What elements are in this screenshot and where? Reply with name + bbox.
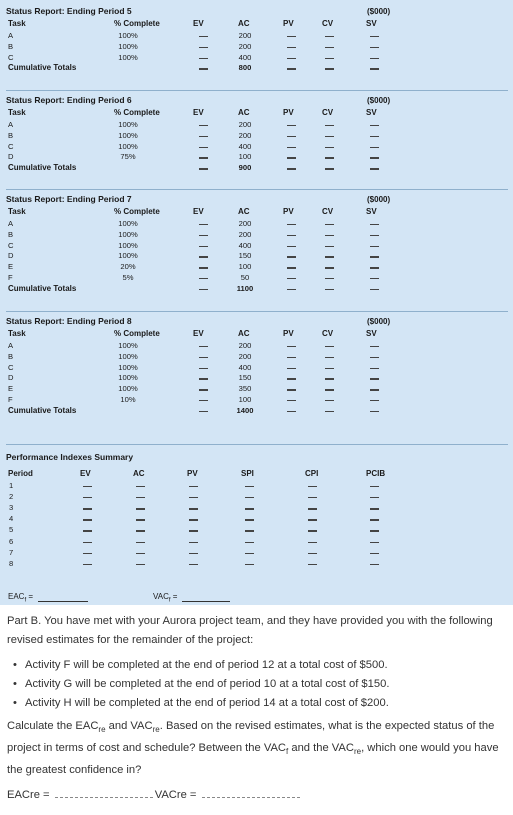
blank-ev[interactable] <box>199 47 208 48</box>
blank-ev[interactable] <box>199 68 208 69</box>
table-cell-pct: 10% <box>120 395 136 404</box>
blank-pv[interactable] <box>189 497 198 498</box>
blank-pv[interactable] <box>189 530 198 531</box>
report-title: Status Report: Ending Period 5 <box>6 6 132 16</box>
table-cell-task: E <box>8 384 14 394</box>
currency-note: ($000) <box>367 96 391 105</box>
cumulative-label: Cumulative Totals <box>8 63 77 73</box>
blank-cv[interactable] <box>325 147 334 148</box>
table-cell-pct: 100% <box>118 141 138 151</box>
table-cell-task: C <box>8 362 14 372</box>
table-cell-task: C <box>8 141 14 151</box>
blank-sv[interactable] <box>370 224 379 225</box>
cumulative-ac: 1100 <box>236 283 254 293</box>
blank-ev[interactable] <box>199 289 208 290</box>
blank-pcib[interactable] <box>370 519 379 520</box>
table-cell-period: 1 <box>9 481 14 490</box>
blank-cpi[interactable] <box>308 564 317 565</box>
cumulative-label: Cumulative Totals <box>8 283 77 293</box>
blank-pv[interactable] <box>189 553 198 554</box>
table-cell-pct: 100% <box>118 219 138 228</box>
blank-pv[interactable] <box>189 508 198 509</box>
blank-ev[interactable] <box>199 224 208 225</box>
blank-sv[interactable] <box>370 68 379 69</box>
vac-label: $VAC_f$ = <box>153 592 178 604</box>
column-header-sv: SV <box>366 207 377 216</box>
blank-cv[interactable] <box>325 157 334 158</box>
table-cell-pct: 20% <box>120 262 136 272</box>
blank-cv[interactable] <box>325 400 334 401</box>
table-cell-task: C <box>8 240 14 250</box>
report-title: Status Report: Ending Period 6 <box>6 95 132 105</box>
blank-pv[interactable] <box>287 378 296 379</box>
currency-note: ($000) <box>367 317 391 326</box>
currency-note: ($000) <box>367 7 391 16</box>
column-header-ac: AC <box>238 19 250 28</box>
blank-sv[interactable] <box>370 256 379 257</box>
table-cell-task: D <box>8 251 14 261</box>
blank-cv[interactable] <box>325 389 334 390</box>
table-cell-period: 4 <box>9 514 14 524</box>
blank-cpi[interactable] <box>308 508 317 509</box>
blank-ev[interactable] <box>199 235 208 236</box>
blank-pv[interactable] <box>287 278 296 279</box>
blank-sv[interactable] <box>370 411 379 412</box>
blank-cv[interactable] <box>325 346 334 347</box>
table-cell-pct: 100% <box>118 341 138 350</box>
table-cell-pct: 100% <box>118 384 138 394</box>
eac-answer-line[interactable] <box>38 601 88 602</box>
column-header-task: Task <box>8 329 26 338</box>
cumulative-label: Cumulative Totals <box>8 163 77 173</box>
table-cell-ac: 50 <box>240 273 250 282</box>
blank-ev[interactable] <box>83 564 92 565</box>
blank-sv[interactable] <box>370 368 379 369</box>
list-item: • Activity G will be completed at the end of period 10 at a total cost of $150. <box>25 675 503 694</box>
eac-label: $EAC_f$ = <box>8 592 34 604</box>
blank-pcib[interactable] <box>370 553 379 554</box>
column-header-pv: PV <box>187 469 198 478</box>
blank-pv[interactable] <box>189 564 198 565</box>
column-header-ac: AC <box>238 108 250 117</box>
blank-pv[interactable] <box>287 47 296 48</box>
part-b-intro: Part B. You have met with your Aurora project team, and they have provided you with the following revised estimates for the remainder of the project: <box>7 615 493 646</box>
blank-cpi[interactable] <box>308 519 317 520</box>
vac-answer-line[interactable] <box>182 601 230 602</box>
blank-sv[interactable] <box>370 400 379 401</box>
blank-ev[interactable] <box>199 125 208 126</box>
table-cell-task: B <box>8 351 14 361</box>
column-header-cv: CV <box>322 207 334 216</box>
report-title: Status Report: Ending Period 7 <box>6 194 132 204</box>
table-cell-ac: 200 <box>238 229 252 239</box>
blank-pv[interactable] <box>287 157 296 158</box>
table-cell-task: F <box>8 273 13 282</box>
blank-sv[interactable] <box>370 168 379 169</box>
blank-cv[interactable] <box>325 58 334 59</box>
blank-ac[interactable] <box>136 497 145 498</box>
blank-sv[interactable] <box>370 125 379 126</box>
table-cell-ac: 400 <box>238 362 252 372</box>
table-cell-pct: 100% <box>118 229 138 239</box>
blank-ev[interactable] <box>199 267 208 268</box>
column-header-ac: AC <box>238 329 250 338</box>
section-divider <box>6 311 508 312</box>
table-cell-ac: 200 <box>238 41 252 51</box>
blank-ev[interactable] <box>199 136 208 137</box>
table-cell-period: 6 <box>9 536 14 546</box>
blank-ev[interactable] <box>199 256 208 257</box>
blank-pcib[interactable] <box>370 564 379 565</box>
table-cell-ac: 100 <box>238 152 252 162</box>
blank-cv[interactable] <box>325 278 334 279</box>
table-cell-period: 7 <box>9 547 14 557</box>
blank-ev[interactable] <box>199 378 208 379</box>
column-header-pct: % Complete <box>114 329 160 338</box>
column-header-sv: SV <box>366 19 377 28</box>
table-cell-ac: 400 <box>238 240 252 250</box>
blank-spi[interactable] <box>245 508 254 509</box>
blank-sv[interactable] <box>370 157 379 158</box>
column-header-cpi: CPI <box>305 469 319 478</box>
column-header-pv: PV <box>283 329 294 338</box>
table-cell-ac: 150 <box>238 373 252 383</box>
table-cell-period: 5 <box>9 525 14 535</box>
table-cell-pct: 100% <box>118 41 138 51</box>
blank-ev[interactable] <box>83 486 92 487</box>
table-cell-period: 8 <box>9 558 14 568</box>
list-item: • Activity H will be completed at the end of period 14 at a total cost of $200. <box>25 694 503 713</box>
blank-sv[interactable] <box>370 235 379 236</box>
blank-sv[interactable] <box>370 267 379 268</box>
column-header-pcib: PCIB <box>366 469 386 478</box>
blank-sv[interactable] <box>370 357 379 358</box>
blank-cv[interactable] <box>325 267 334 268</box>
table-cell-pct: 100% <box>118 31 138 40</box>
blank-cv[interactable] <box>325 289 334 290</box>
cumulative-ac: 1400 <box>236 405 254 415</box>
table-cell-ac: 200 <box>238 341 252 350</box>
cumulative-ac: 900 <box>238 163 252 173</box>
blank-ac[interactable] <box>136 564 145 565</box>
blank-sv[interactable] <box>370 389 379 390</box>
blank-ac[interactable] <box>136 530 145 531</box>
table-cell-task: D <box>8 373 14 383</box>
blank-pv[interactable] <box>287 235 296 236</box>
column-header-period: Period <box>8 469 33 478</box>
blank-ev[interactable] <box>199 246 208 247</box>
table-cell-task: A <box>8 341 14 350</box>
blank-cv[interactable] <box>325 368 334 369</box>
blank-cpi[interactable] <box>308 486 317 487</box>
blank-cv[interactable] <box>325 357 334 358</box>
blank-cv[interactable] <box>325 411 334 412</box>
table-cell-task: B <box>8 229 14 239</box>
blank-ac[interactable] <box>136 508 145 509</box>
blank-cpi[interactable] <box>308 530 317 531</box>
blank-spi[interactable] <box>245 553 254 554</box>
blank-sv[interactable] <box>370 246 379 247</box>
column-header-ev: EV <box>193 207 204 216</box>
table-cell-pct: 5% <box>122 273 134 282</box>
blank-spi[interactable] <box>245 530 254 531</box>
blank-ev[interactable] <box>199 411 208 412</box>
blank-cv[interactable] <box>325 256 334 257</box>
section-divider <box>6 444 508 445</box>
blank-pcib[interactable] <box>370 542 379 543</box>
blank-pv[interactable] <box>287 68 296 69</box>
blank-pv[interactable] <box>287 400 296 401</box>
table-cell-pct: 100% <box>118 52 138 62</box>
table-cell-pct: 100% <box>118 251 138 261</box>
list-item: • Activity F will be completed at the end of period 12 at a total cost of $500. <box>25 656 503 675</box>
blank-sv[interactable] <box>370 289 379 290</box>
table-cell-pct: 75% <box>120 152 136 162</box>
column-header-pct: % Complete <box>114 19 160 28</box>
blank-ev[interactable] <box>83 508 92 509</box>
cumulative-label: Cumulative Totals <box>8 405 77 415</box>
table-cell-task: A <box>8 31 14 40</box>
blank-pcib[interactable] <box>370 508 379 509</box>
table-cell-pct: 100% <box>118 130 138 140</box>
vacre-label: VACre = <box>154 789 200 802</box>
column-header-ev: EV <box>193 329 204 338</box>
blank-pv[interactable] <box>189 486 198 487</box>
table-cell-task: B <box>8 130 14 140</box>
table-cell-period: 2 <box>9 492 14 502</box>
table-cell-ac: 150 <box>238 251 252 261</box>
blank-pv[interactable] <box>287 168 296 169</box>
blank-pv[interactable] <box>287 411 296 412</box>
blank-ev[interactable] <box>199 36 208 37</box>
blank-cv[interactable] <box>325 47 334 48</box>
column-header-sv: SV <box>366 329 377 338</box>
blank-pv[interactable] <box>287 36 296 37</box>
blank-pcib[interactable] <box>370 530 379 531</box>
blank-ev[interactable] <box>199 168 208 169</box>
blank-ac[interactable] <box>136 519 145 520</box>
blank-ev[interactable] <box>199 346 208 347</box>
column-header-cv: CV <box>322 329 334 338</box>
table-cell-task: A <box>8 219 14 228</box>
blank-ev[interactable] <box>83 497 92 498</box>
table-cell-pct: 100% <box>118 351 138 361</box>
column-header-pv: PV <box>283 108 294 117</box>
table-cell-pct: 100% <box>118 362 138 372</box>
blank-ev[interactable] <box>83 553 92 554</box>
blank-ev[interactable] <box>199 147 208 148</box>
blank-sv[interactable] <box>370 58 379 59</box>
cumulative-ac: 800 <box>238 63 252 73</box>
column-header-cv: CV <box>322 108 334 117</box>
table-cell-pct: 100% <box>118 240 138 250</box>
revised-estimates-list <box>7 656 503 713</box>
table-cell-pct: 100% <box>118 373 138 383</box>
table-cell-ac: 200 <box>238 351 252 361</box>
blank-pv[interactable] <box>287 125 296 126</box>
table-cell-ac: 200 <box>238 130 252 140</box>
blank-cv[interactable] <box>325 378 334 379</box>
blank-ac[interactable] <box>136 553 145 554</box>
blank-ac[interactable] <box>136 542 145 543</box>
blank-pv[interactable] <box>287 389 296 390</box>
eacre-input[interactable] <box>55 787 153 798</box>
blank-cpi[interactable] <box>308 497 317 498</box>
table-cell-ac: 400 <box>238 141 252 151</box>
summary-title: Performance Indexes Summary <box>6 452 134 462</box>
table-cell-period: 3 <box>9 503 14 513</box>
table-cell-task: E <box>8 262 14 272</box>
blank-ev[interactable] <box>199 368 208 369</box>
column-header-sv: SV <box>366 108 377 117</box>
blank-spi[interactable] <box>245 486 254 487</box>
column-header-task: Task <box>8 19 26 28</box>
table-cell-ac: 100 <box>238 262 252 272</box>
table-cell-task: A <box>8 120 14 129</box>
table-cell-task: B <box>8 41 14 51</box>
blank-pv[interactable] <box>287 256 296 257</box>
blank-ev[interactable] <box>83 542 92 543</box>
blank-ev[interactable] <box>199 278 208 279</box>
blank-ev[interactable] <box>199 389 208 390</box>
section-divider <box>6 90 508 91</box>
blank-pcib[interactable] <box>370 497 379 498</box>
blank-spi[interactable] <box>245 497 254 498</box>
blank-cv[interactable] <box>325 36 334 37</box>
blank-cv[interactable] <box>325 235 334 236</box>
column-header-task: Task <box>8 108 26 117</box>
blank-ac[interactable] <box>136 486 145 487</box>
blank-pv[interactable] <box>189 519 198 520</box>
column-header-ac: AC <box>238 207 250 216</box>
blank-ev[interactable] <box>199 58 208 59</box>
blank-cv[interactable] <box>325 136 334 137</box>
column-header-pv: PV <box>283 19 294 28</box>
blank-ev[interactable] <box>199 400 208 401</box>
blank-pv[interactable] <box>287 147 296 148</box>
blank-pv[interactable] <box>287 357 296 358</box>
column-header-cv: CV <box>322 19 334 28</box>
currency-note: ($000) <box>367 195 391 204</box>
blank-cv[interactable] <box>325 224 334 225</box>
column-header-pct: % Complete <box>114 108 160 117</box>
column-header-ev: EV <box>193 108 204 117</box>
blank-cv[interactable] <box>325 68 334 69</box>
vacre-input[interactable] <box>202 787 300 798</box>
blank-sv[interactable] <box>370 147 379 148</box>
table-cell-ac: 100 <box>238 395 252 404</box>
blank-pv[interactable] <box>287 58 296 59</box>
blank-spi[interactable] <box>245 564 254 565</box>
table-cell-ac: 200 <box>238 31 252 40</box>
column-header-pct: % Complete <box>114 207 160 216</box>
blank-ev[interactable] <box>199 357 208 358</box>
blank-pv[interactable] <box>287 246 296 247</box>
blank-ev[interactable] <box>199 157 208 158</box>
part-b <box>7 612 503 805</box>
blank-pv[interactable] <box>287 267 296 268</box>
blank-pv[interactable] <box>189 542 198 543</box>
blank-pv[interactable] <box>287 289 296 290</box>
table-cell-ac: 200 <box>238 219 252 228</box>
table-cell-pct: 100% <box>118 120 138 129</box>
blank-cv[interactable] <box>325 125 334 126</box>
blank-sv[interactable] <box>370 36 379 37</box>
table-cell-task: F <box>8 395 13 404</box>
blank-ev[interactable] <box>83 519 92 520</box>
blank-spi[interactable] <box>245 542 254 543</box>
blank-pv[interactable] <box>287 224 296 225</box>
blank-sv[interactable] <box>370 278 379 279</box>
blank-cpi[interactable] <box>308 542 317 543</box>
blank-pv[interactable] <box>287 368 296 369</box>
table-cell-task: D <box>8 152 14 162</box>
answer-row <box>7 786 503 805</box>
question-text: Calculate the $EAC_{re}$ and $VAC_{re}$. Based on the revised estimates, what is the expected status of the project in terms of cost and schedule? Between the $VAC_f$ and the $VAC_{re}$, which one would you have the greatest confidence in? <box>7 720 499 777</box>
blank-sv[interactable] <box>370 378 379 379</box>
blank-sv[interactable] <box>370 47 379 48</box>
column-header-pv: PV <box>283 207 294 216</box>
blank-pcib[interactable] <box>370 486 379 487</box>
section-divider <box>6 189 508 190</box>
blank-spi[interactable] <box>245 519 254 520</box>
blank-cv[interactable] <box>325 246 334 247</box>
column-header-task: Task <box>8 207 26 216</box>
blank-cv[interactable] <box>325 168 334 169</box>
blank-sv[interactable] <box>370 136 379 137</box>
column-header-spi: SPI <box>241 469 254 478</box>
blank-sv[interactable] <box>370 346 379 347</box>
table-cell-ac: 400 <box>238 52 252 62</box>
eacre-label: EACre = <box>7 789 53 802</box>
blank-ev[interactable] <box>83 530 92 531</box>
report-title: Status Report: Ending Period 8 <box>6 316 132 326</box>
table-cell-ac: 200 <box>238 120 252 129</box>
blank-pv[interactable] <box>287 346 296 347</box>
column-header-ev: EV <box>80 469 91 478</box>
table-cell-ac: 350 <box>238 384 252 394</box>
column-header-ac: AC <box>133 469 145 478</box>
blank-pv[interactable] <box>287 136 296 137</box>
blank-cpi[interactable] <box>308 553 317 554</box>
column-header-ev: EV <box>193 19 204 28</box>
table-cell-task: C <box>8 52 14 62</box>
